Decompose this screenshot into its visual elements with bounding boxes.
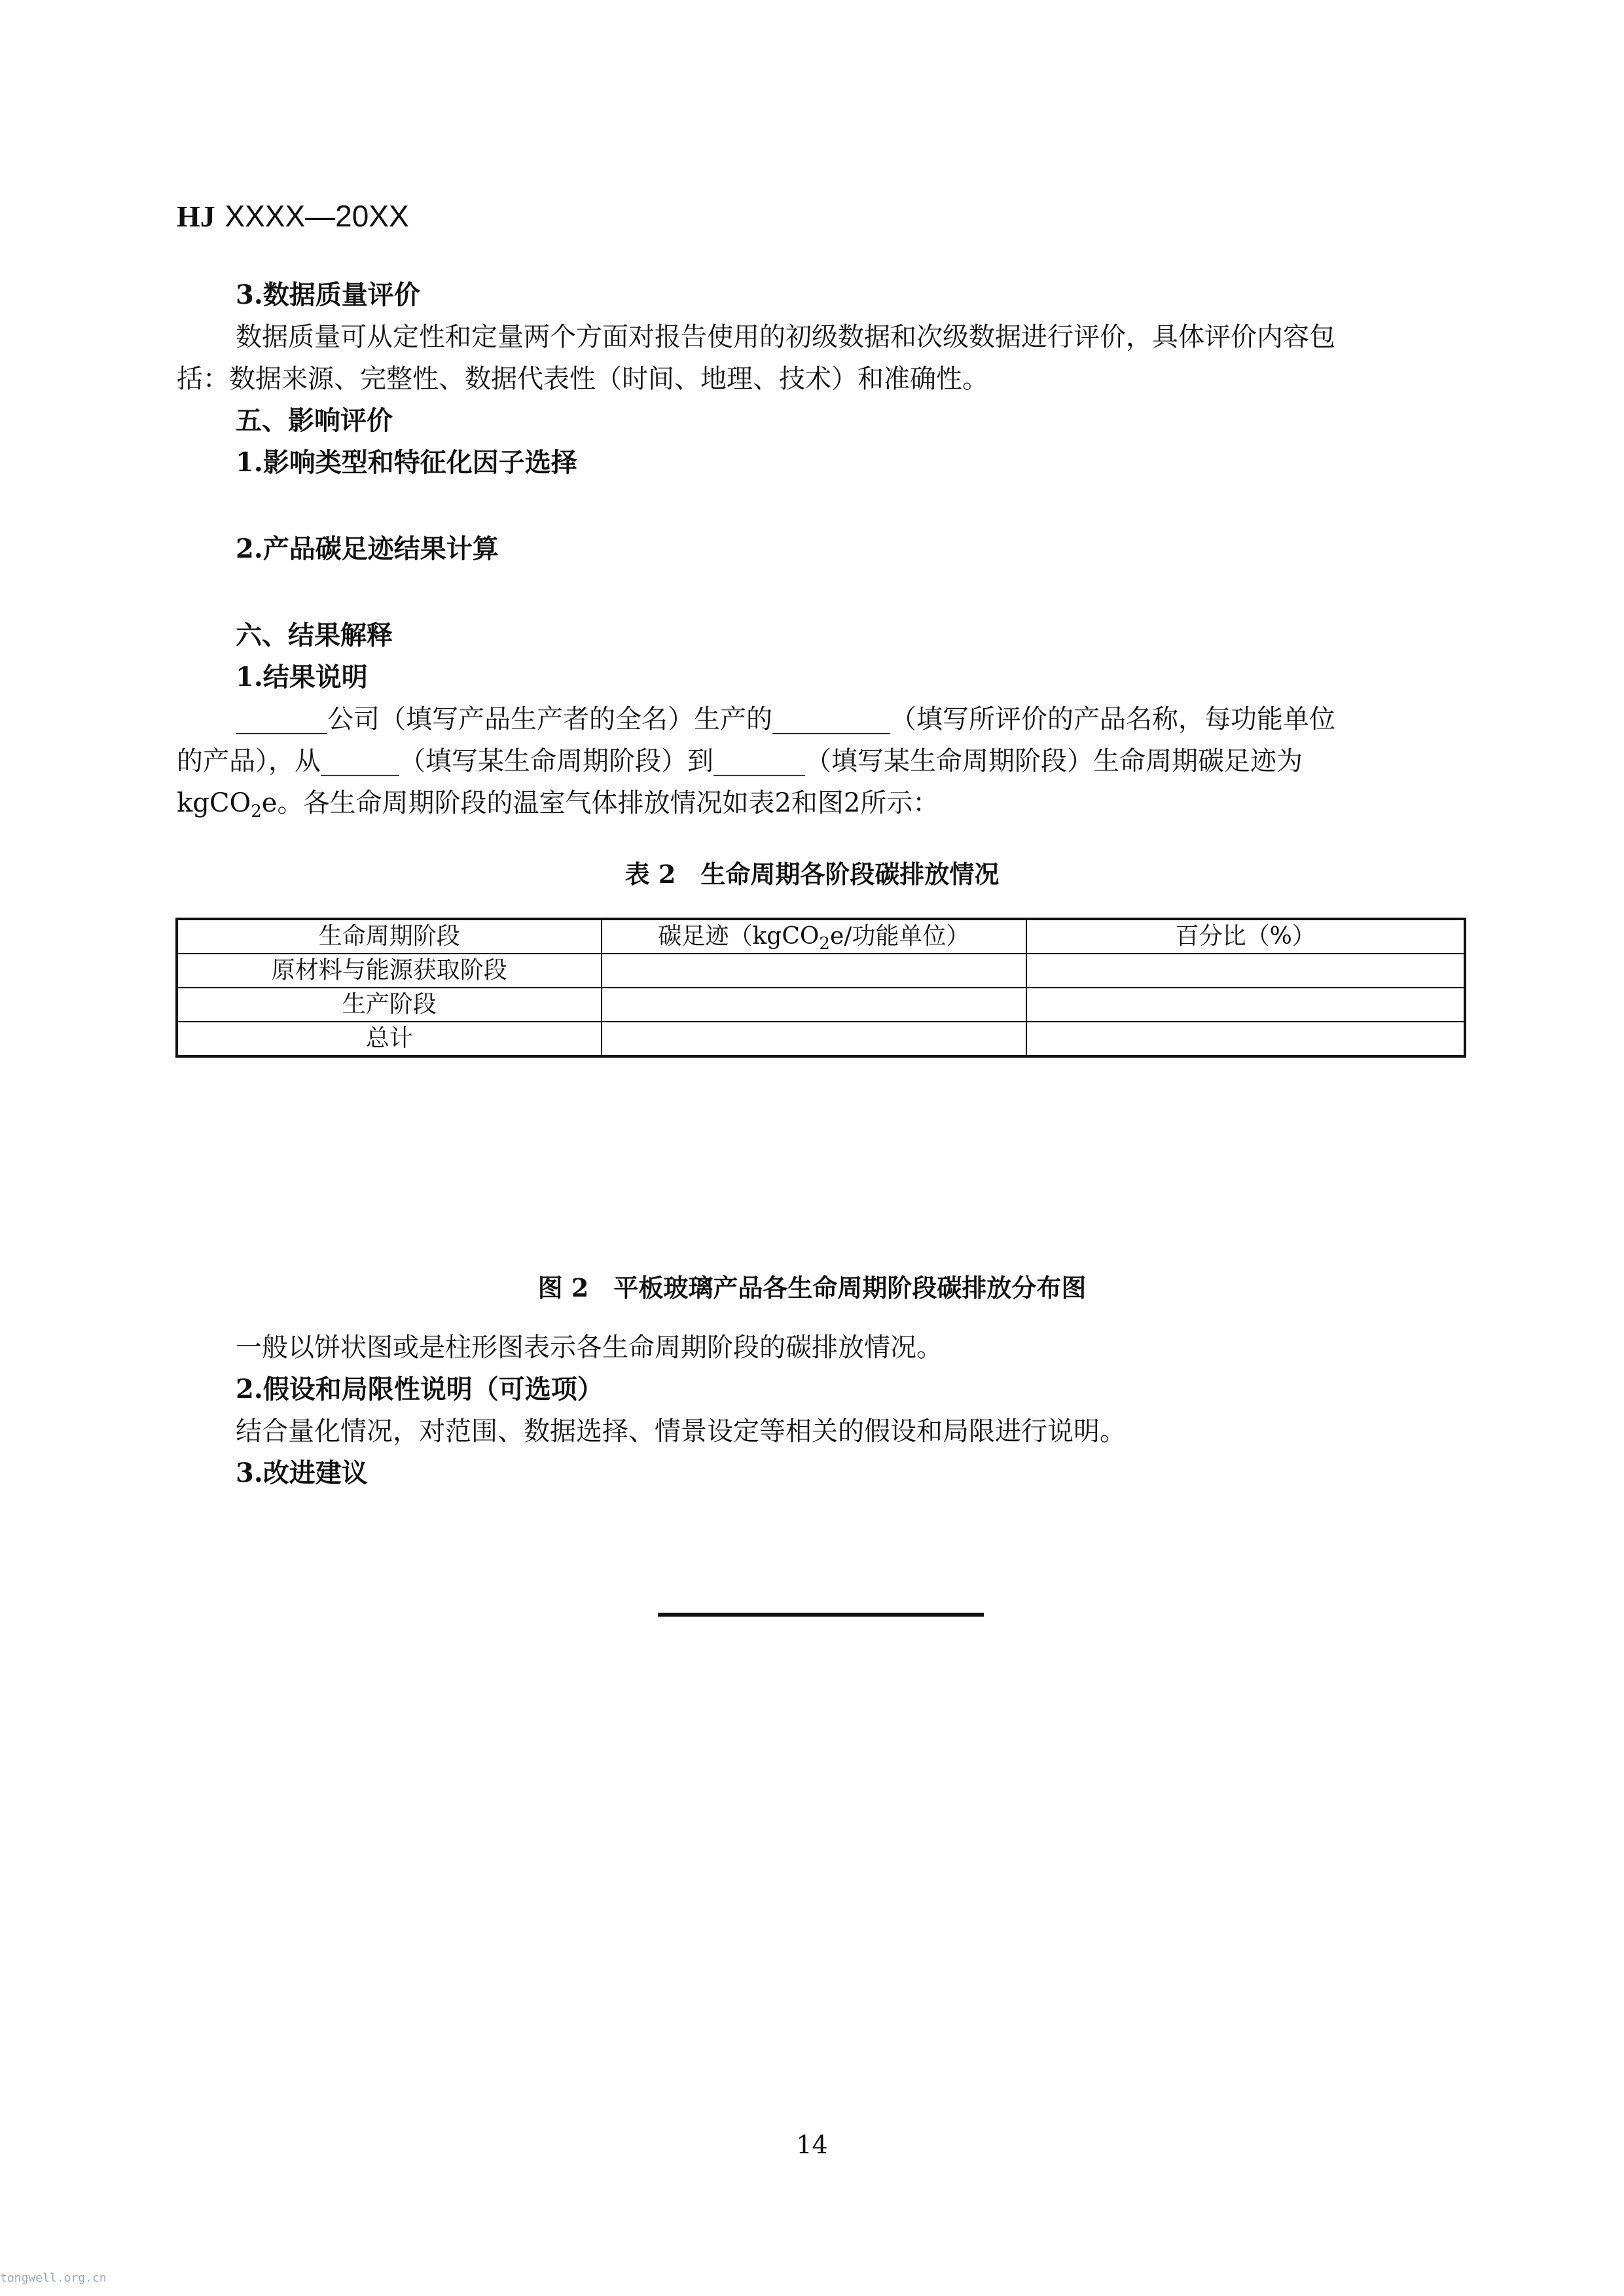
results-para-line1: _______公司（填写产品生产者的全名）生产的_________（填写所评价的产品名称，每功能单位 bbox=[236, 704, 1335, 734]
table-header-row bbox=[177, 919, 1465, 954]
row-percentage bbox=[1026, 954, 1465, 988]
row-carbon-footprint bbox=[602, 1022, 1027, 1056]
table-row bbox=[177, 954, 1465, 988]
row-carbon-footprint bbox=[602, 988, 1027, 1022]
header-percentage: 百分比（%） bbox=[1026, 919, 1465, 954]
section-results-title: 1.结果说明 bbox=[236, 662, 368, 692]
results-para-line2: 的产品），从______（填写某生命周期阶段）到_______（填写某生命周期阶段）生命周期碳足迹为 bbox=[177, 746, 1303, 776]
watermark: tongwell.org.cn bbox=[0, 2271, 107, 2285]
data-quality-para-line2: 括：数据来源、完整性、数据代表性（时间、地理、技术）和准确性。 bbox=[177, 364, 988, 394]
row-percentage bbox=[1026, 1022, 1465, 1056]
row-carbon-footprint bbox=[602, 954, 1027, 988]
row-stage: 生产阶段 bbox=[177, 988, 602, 1022]
section-improvement-title: 3.改进建议 bbox=[236, 1458, 368, 1488]
row-stage: 原材料与能源获取阶段 bbox=[177, 954, 602, 988]
section-assumptions-title: 2.假设和局限性说明（可选项） bbox=[236, 1374, 604, 1405]
assumptions-para: 结合量化情况，对范围、数据选择、情景设定等相关的假设和局限进行说明。 bbox=[236, 1416, 1126, 1446]
results-para-line3: kgCO$_2$e。各生命周期阶段的温室气体排放情况如表2和图2所示： bbox=[177, 788, 939, 821]
section-impact-types-title: 1.影响类型和特征化因子选择 bbox=[236, 447, 577, 478]
row-percentage bbox=[1026, 988, 1465, 1022]
standard-code bbox=[177, 196, 409, 236]
table-row bbox=[177, 988, 1465, 1022]
lifecycle-emissions-table bbox=[175, 918, 1466, 1058]
data-quality-para-line1: 数据质量可从定性和定量两个方面对报告使用的初级数据和次级数据进行评价，具体评价内容包 bbox=[236, 322, 1335, 352]
standard-prefix: HJ bbox=[177, 200, 215, 233]
standard-number: XXXX—20XX bbox=[225, 199, 409, 233]
section-data-quality-title: 3.数据质量评价 bbox=[236, 279, 420, 310]
table-caption: 表 2 生命周期各阶段碳排放情况 bbox=[624, 859, 1000, 889]
header-stage: 生命周期阶段 bbox=[177, 919, 602, 954]
header-carbon-footprint: 碳足迹（kgCO$_2$e/功能单位） bbox=[602, 919, 1027, 954]
page-number: 14 bbox=[796, 2130, 828, 2159]
section-impact-assessment-title: 五、影响评价 bbox=[236, 405, 393, 436]
figure-caption: 图 2 平板玻璃产品各生命周期阶段碳排放分布图 bbox=[537, 1273, 1087, 1302]
section-carbon-footprint-calc-title: 2.产品碳足迹结果计算 bbox=[236, 533, 499, 564]
chart-type-note: 一般以饼状图或是柱形图表示各生命周期阶段的碳排放情况。 bbox=[236, 1333, 943, 1363]
section-interpretation-title: 六、结果解释 bbox=[236, 620, 393, 651]
table-row bbox=[177, 1022, 1465, 1056]
row-stage: 总计 bbox=[177, 1022, 602, 1056]
end-rule-divider bbox=[658, 1613, 984, 1617]
